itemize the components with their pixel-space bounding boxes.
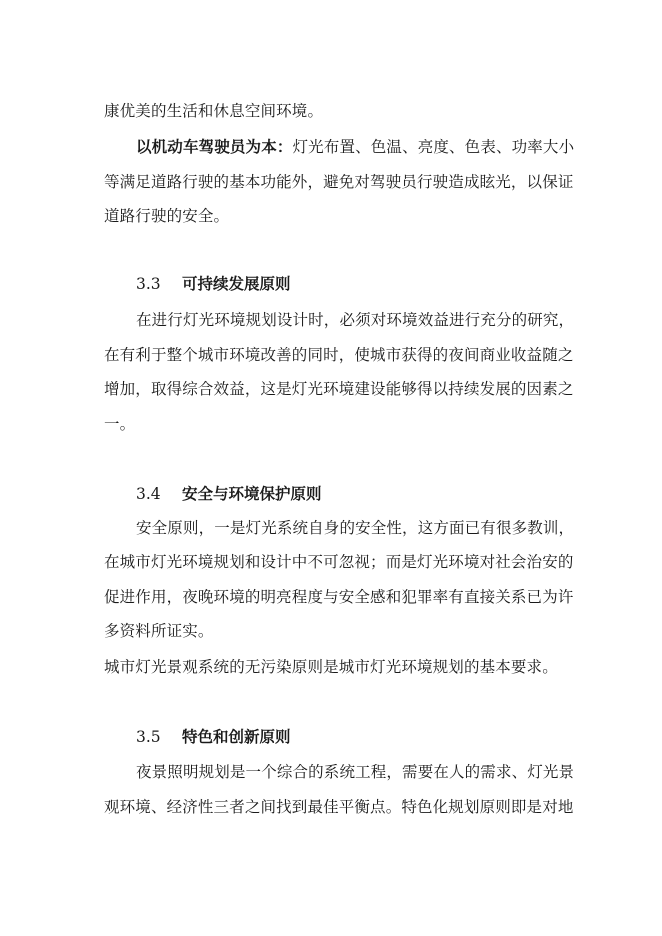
section-number: 3.3 xyxy=(136,275,161,293)
body-line: 康优美的生活和休息空间环境。 xyxy=(104,102,324,120)
body-line: 促进作用，夜晚环境的明亮程度与安全感和犯罪率有直接关系已为许 xyxy=(104,588,574,606)
body-text: 灯光布置、色温、亮度、色表、功率大小 xyxy=(292,138,575,156)
section-heading-3-3 xyxy=(136,274,291,294)
section-title: 可持续发展原则 xyxy=(182,275,291,293)
body-line: 多资料所证实。 xyxy=(104,622,214,640)
body-line: 观环境、经济性三者之间找到最佳平衡点。特色化规划原则即是对地 xyxy=(104,798,574,816)
section-number: 3.5 xyxy=(136,728,161,746)
section-heading-3-4 xyxy=(136,484,322,504)
bold-lead-text: 以机动车驾驶员为本： xyxy=(136,138,293,156)
body-line: 增加，取得综合效益，这是灯光环境建设能够得以持续发展的因素之 xyxy=(104,380,574,398)
section-number: 3.4 xyxy=(136,485,161,503)
body-paragraph-start: 夜景照明规划是一个综合的系统工程，需要在人的需求、灯光景 xyxy=(136,763,575,781)
body-line: 在有利于整个城市环境改善的同时，使城市获得的夜间商业收益随之 xyxy=(104,346,574,364)
body-line: 一。 xyxy=(104,415,136,433)
body-line: 道路行驶的安全。 xyxy=(104,207,230,225)
section-title: 特色和创新原则 xyxy=(182,728,291,746)
body-line: 等满足道路行驶的基本功能外，避免对驾驶员行驶造成眩光，以保证 xyxy=(104,173,574,191)
body-paragraph-start xyxy=(136,137,574,157)
body-paragraph-start: 在进行灯光环境规划设计时，必须对环境效益进行充分的研究， xyxy=(136,311,575,329)
body-line: 城市灯光景观系统的无污染原则是城市灯光环境规划的基本要求。 xyxy=(104,658,558,676)
body-line: 在城市灯光环境规划和设计中不可忽视；而是灯光环境对社会治安的 xyxy=(104,553,574,571)
body-paragraph-start: 安全原则，一是灯光系统自身的安全性，这方面已有很多教训， xyxy=(136,519,575,537)
section-heading-3-5 xyxy=(136,727,291,747)
section-title: 安全与环境保护原则 xyxy=(182,485,322,503)
